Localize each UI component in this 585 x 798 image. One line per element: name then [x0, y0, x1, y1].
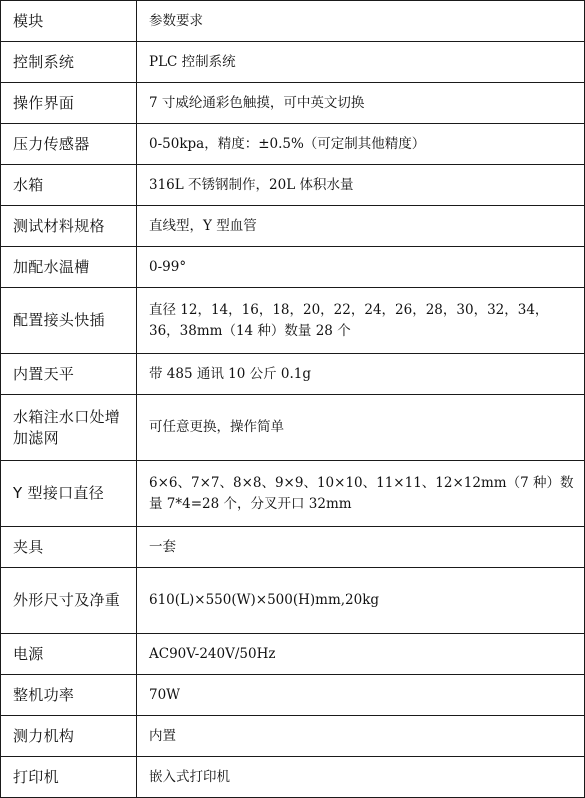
table-row: [1, 288, 585, 354]
module-cell: 压力传感器: [1, 124, 137, 165]
table-row: [1, 354, 585, 395]
table-row: [1, 527, 585, 568]
module-cell: 整机功率: [1, 675, 137, 716]
module-cell: 配置接头快插: [1, 288, 137, 354]
requirement-cell: 一套: [137, 527, 585, 568]
module-cell: 水箱注水口处增加滤网: [1, 395, 137, 461]
table-header-row: [1, 1, 585, 42]
requirement-cell: 70W: [137, 675, 585, 716]
table-row: [1, 675, 585, 716]
module-cell: 操作界面: [1, 83, 137, 124]
table-row: [1, 247, 585, 288]
module-cell: 水箱: [1, 165, 137, 206]
table-row: [1, 716, 585, 757]
requirement-cell: AC90V-240V/50Hz: [137, 634, 585, 675]
table-row: [1, 42, 585, 83]
requirement-cell: 316L 不锈钢制作，20L 体积水量: [137, 165, 585, 206]
module-cell: 打印机: [1, 757, 137, 798]
requirement-cell: 可任意更换，操作简单: [137, 395, 585, 461]
table-row: [1, 757, 585, 798]
requirement-cell: 7 寸威纶通彩色触摸，可中英文切换: [137, 83, 585, 124]
module-cell: 电源: [1, 634, 137, 675]
requirement-cell: 0-50kpa，精度：±0.5%（可定制其他精度）: [137, 124, 585, 165]
requirement-cell: 6×6、7×7、8×8、9×9、10×10、11×11、12×12mm（7 种）数量 7*4=28 个，分叉开口 32mm: [137, 461, 585, 527]
module-cell: 测试材料规格: [1, 206, 137, 247]
module-cell: 内置天平: [1, 354, 137, 395]
module-cell: Y 型接口直径: [1, 461, 137, 527]
requirement-cell: 嵌入式打印机: [137, 757, 585, 798]
requirement-cell: 0-99°: [137, 247, 585, 288]
table-row: [1, 165, 585, 206]
table-row: [1, 395, 585, 461]
requirement-cell: 内置: [137, 716, 585, 757]
requirement-cell: 带 485 通讯 10 公斤 0.1g: [137, 354, 585, 395]
module-cell: 控制系统: [1, 42, 137, 83]
module-cell: 测力机构: [1, 716, 137, 757]
header-module: 模块: [1, 1, 137, 42]
header-requirement: 参数要求: [137, 1, 585, 42]
table-row: [1, 634, 585, 675]
requirement-cell: 610(L)×550(W)×500(H)mm,20kg: [137, 568, 585, 634]
module-cell: 夹具: [1, 527, 137, 568]
table-row: [1, 124, 585, 165]
table-row: [1, 83, 585, 124]
table-row: [1, 206, 585, 247]
requirement-cell: 直径 12，14，16，18，20，22，24，26，28，30，32，34，36，38mm（14 种）数量 28 个: [137, 288, 585, 354]
requirement-cell: PLC 控制系统: [137, 42, 585, 83]
table-row: [1, 461, 585, 527]
requirement-cell: 直线型，Y 型血管: [137, 206, 585, 247]
module-cell: 外形尺寸及净重: [1, 568, 137, 634]
module-cell: 加配水温槽: [1, 247, 137, 288]
table-row: [1, 568, 585, 634]
